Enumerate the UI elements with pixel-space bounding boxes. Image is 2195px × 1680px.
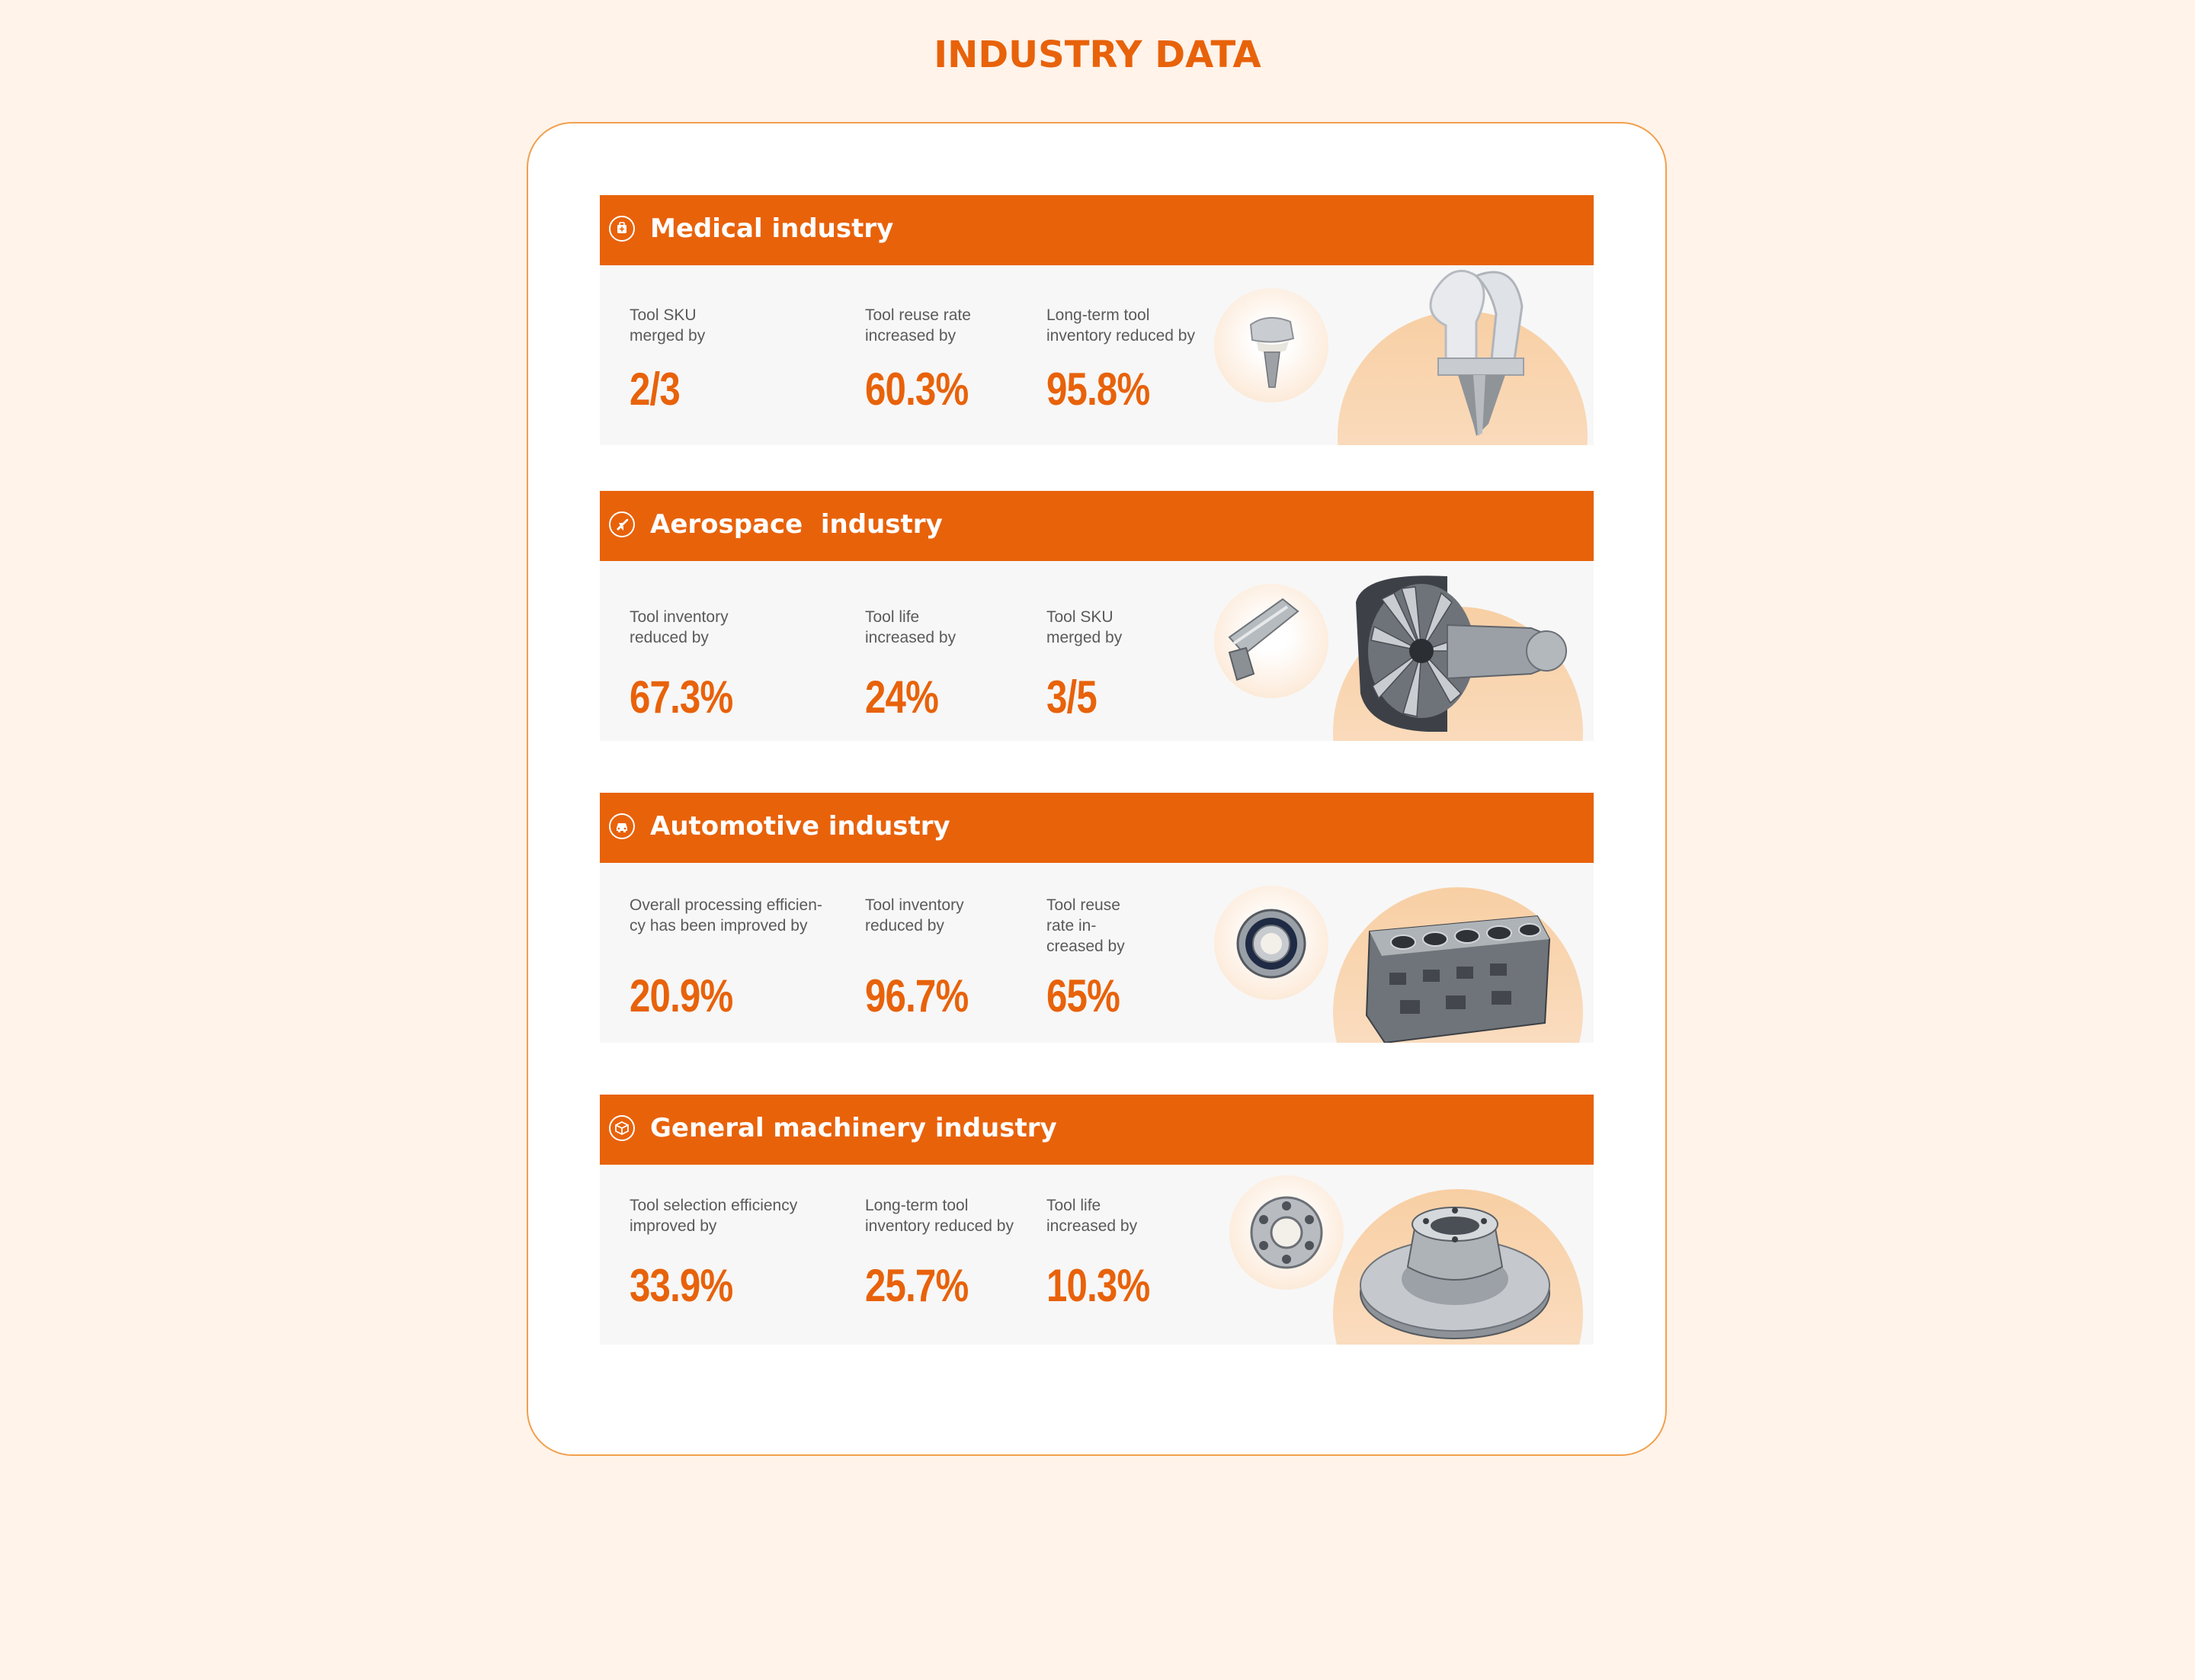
- section-header: [600, 491, 1594, 561]
- stat-label: Tool inventory reduced by: [630, 608, 729, 646]
- stat-label: Overall processing efficien- cy has been improved by: [630, 896, 822, 935]
- stat-label: Tool reuse rate in- creased by: [1046, 896, 1125, 955]
- industry-data-card: [527, 122, 1667, 1456]
- stat-value: 20.9%: [630, 970, 733, 1021]
- turbine-blade-image: [1214, 584, 1328, 698]
- stat-value: 10.3%: [1046, 1260, 1150, 1311]
- medical-bag-icon: [609, 216, 635, 242]
- stat-value: 2/3: [630, 364, 680, 415]
- section-automotive: [600, 793, 1594, 1043]
- stat-value: 3/5: [1046, 672, 1097, 723]
- page-title: INDUSTRY DATA: [934, 34, 1261, 76]
- stat-label: Tool SKU merged by: [1046, 608, 1123, 646]
- section-medical: [600, 195, 1594, 445]
- car-icon: [609, 813, 635, 839]
- stat-value: 65%: [1046, 970, 1120, 1021]
- stat-label: Tool reuse rate increased by: [865, 306, 971, 345]
- airplane-icon: [609, 511, 635, 537]
- stat-label: Long-term tool inventory reduced by: [865, 1197, 1014, 1235]
- section-header: [600, 195, 1594, 265]
- stat-label: Tool selection efficiency improved by: [630, 1197, 798, 1235]
- hip-implant-image: [1362, 265, 1560, 445]
- stat-value: 33.9%: [630, 1260, 733, 1311]
- section-title: Aerospace industry: [650, 509, 943, 540]
- stat-value: 24%: [865, 672, 939, 723]
- section-body: [600, 561, 1594, 741]
- section-general-machinery: [600, 1095, 1594, 1345]
- flange-part-image: [1229, 1175, 1344, 1290]
- section-aerospace: [600, 491, 1594, 741]
- box-icon: [609, 1115, 635, 1141]
- stat-value: 96.7%: [865, 970, 969, 1021]
- jet-engine-image: [1356, 572, 1577, 736]
- section-body: [600, 1165, 1594, 1345]
- stat-label: Long-term tool inventory reduced by: [1046, 306, 1195, 345]
- stat-label: Tool life increased by: [865, 608, 957, 646]
- section-title: Automotive industry: [650, 811, 950, 842]
- stat-value: 67.3%: [630, 672, 733, 723]
- stat-value: 95.8%: [1046, 364, 1150, 415]
- stat-value: 25.7%: [865, 1260, 969, 1311]
- stat-value: 60.3%: [865, 364, 969, 415]
- section-body: [600, 863, 1594, 1043]
- stat-label: Tool life increased by: [1046, 1197, 1138, 1235]
- brake-disc-image: [1356, 1194, 1554, 1345]
- stat-label: Tool SKU merged by: [630, 306, 706, 345]
- section-header: [600, 1095, 1594, 1165]
- section-body: [600, 265, 1594, 445]
- engine-block-image: [1362, 909, 1553, 1043]
- section-title: Medical industry: [650, 213, 894, 244]
- knee-implant-image: [1214, 288, 1328, 402]
- section-title: General machinery industry: [650, 1113, 1057, 1143]
- stat-label: Tool inventory reduced by: [865, 896, 964, 935]
- section-header: [600, 793, 1594, 863]
- wheel-bearing-image: [1214, 886, 1328, 1000]
